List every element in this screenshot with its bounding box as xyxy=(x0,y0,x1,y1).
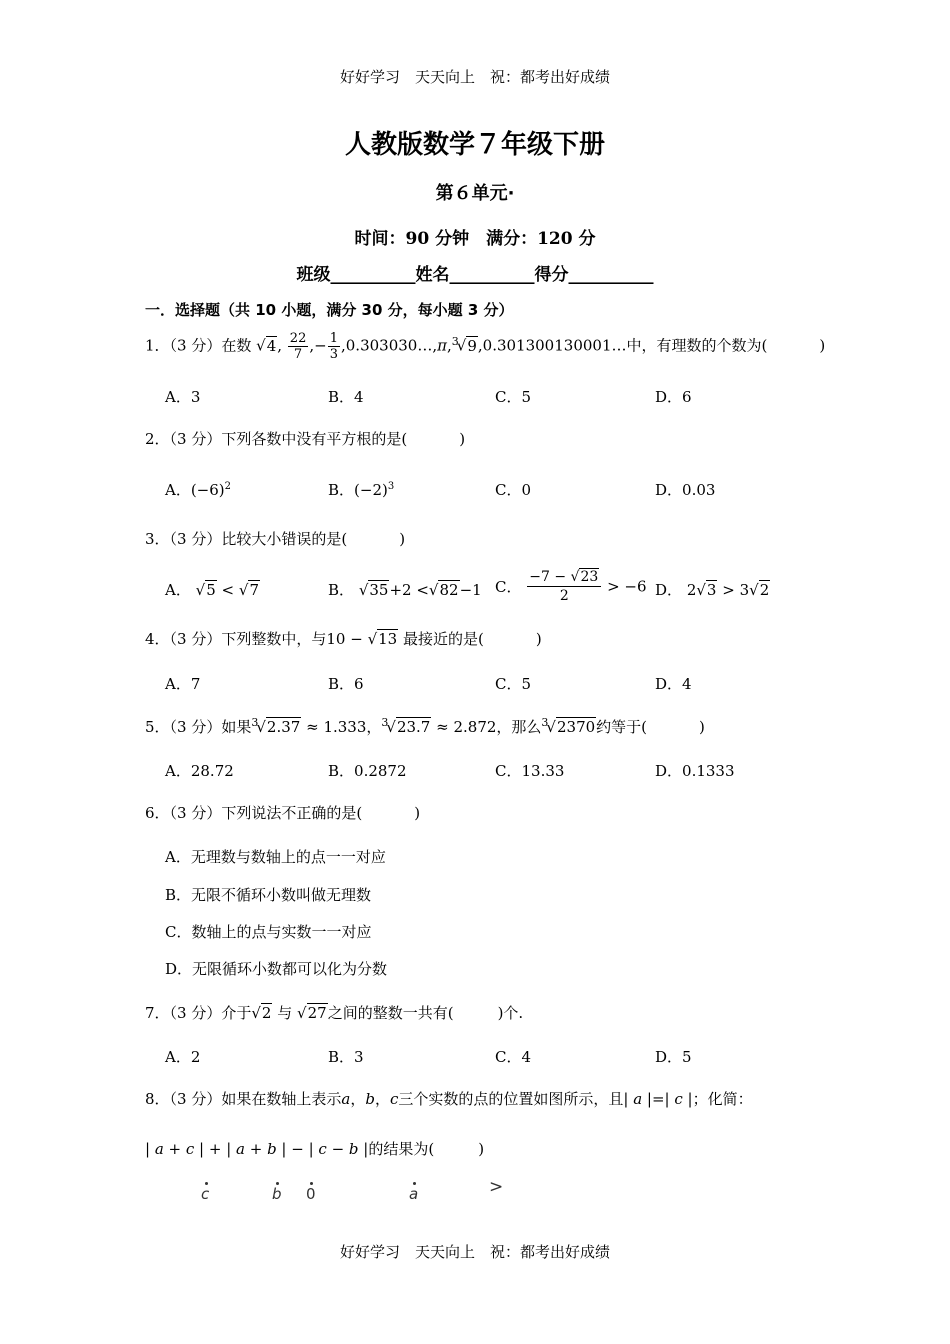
q6-option-a[interactable]: A．无理数与数轴上的点一一对应 xyxy=(165,848,386,866)
q1-radicand-4: 4 xyxy=(266,336,277,355)
q3-close: ) xyxy=(399,530,406,548)
cube-root-icon: √ xyxy=(256,718,266,736)
q7-option-b[interactable]: B．3 xyxy=(328,1048,364,1066)
number-line-arrow-icon: > xyxy=(489,1177,504,1197)
question-8: 8．（3 分）如果在数轴上表示a，b，c三个实数的点的位置如图所示，且| a |=| c |；化简： xyxy=(145,1090,753,1108)
number-line-label-b: b xyxy=(272,1185,282,1203)
q1-prefix: 1．（3 分）在数 xyxy=(145,336,252,355)
sqrt-icon: √ xyxy=(195,581,206,599)
q1-option-d[interactable]: D．6 xyxy=(655,388,692,406)
q4-option-b[interactable]: B．6 xyxy=(328,675,364,693)
q1-radicand-9: 9 xyxy=(467,336,477,355)
q1-pi: π xyxy=(437,336,447,355)
q5-option-b[interactable]: B．0.2872 xyxy=(328,762,407,780)
q1-option-c[interactable]: C．5 xyxy=(495,388,532,406)
q1-option-a[interactable]: A．3 xyxy=(165,388,201,406)
section-heading: 一．选择题（共 10 小题，满分 30 分，每小题 3 分） xyxy=(145,301,514,319)
point-c xyxy=(205,1182,208,1185)
q3-option-a[interactable]: A． √5 < √7 xyxy=(165,581,259,599)
q2-option-d[interactable]: D．0.03 xyxy=(655,481,716,499)
time-info: 时间：90 分钟 满分：120 分 xyxy=(354,229,596,249)
sqrt-icon: √ xyxy=(428,581,439,599)
q7-option-d[interactable]: D．5 xyxy=(655,1048,692,1066)
q7-option-c[interactable]: C．4 xyxy=(495,1048,532,1066)
q4-option-a[interactable]: A．7 xyxy=(165,675,201,693)
q1-fraction-1-3: $\frac{1}{3}$ xyxy=(329,331,338,362)
q6-option-c[interactable]: C．数轴上的点与实数一一对应 xyxy=(165,923,372,941)
q3-text: 3．（3 分）比较大小错误的是( xyxy=(145,530,348,548)
q2-text: 2．（3 分）下列各数中没有平方根的是( xyxy=(145,430,408,448)
q4-option-c[interactable]: C．5 xyxy=(495,675,532,693)
number-line-figure xyxy=(195,1175,515,1211)
question-6: 6．（3 分）下列说法不正确的是( ) xyxy=(145,804,421,822)
question-4: 4．（3 分）下列整数中，与10 − √13 最接近的是( ) xyxy=(145,630,542,648)
q1-neg-sign: − xyxy=(314,336,327,355)
question-5: 5．（3 分）如果$^3$√2.37 ≈ 1.333，$^3$√23.7 ≈ 2.872，那么$^3$√2370约等于( ) xyxy=(145,716,705,736)
q5-option-a[interactable]: A．28.72 xyxy=(165,762,234,780)
page-header: 好好学习 天天向上 祝：都考出好成绩 xyxy=(339,68,610,86)
q2-close: ) xyxy=(459,430,466,448)
sqrt-icon: √ xyxy=(238,581,249,599)
question-3 xyxy=(145,528,405,549)
question-7: 7．（3 分）介于√2 与 √27之间的整数一共有( )个. xyxy=(145,1004,524,1022)
q5-option-c[interactable]: C．13.33 xyxy=(495,762,565,780)
question-8-expression: | a + c | + | a + b | − | c − b |的结果为( ) xyxy=(145,1140,485,1158)
q2-option-b[interactable]: B．$(-2)^3$ xyxy=(328,481,395,499)
q2-option-c[interactable]: C．0 xyxy=(495,481,532,499)
q1-option-b[interactable]: B．4 xyxy=(328,388,364,406)
sqrt-icon: √ xyxy=(696,581,706,599)
cube-root-icon: √ xyxy=(456,336,467,355)
q4-option-d[interactable]: D．4 xyxy=(655,675,692,693)
cube-root-icon: √ xyxy=(546,718,556,736)
q1-root-index: 3 xyxy=(451,334,459,348)
q1-tail: 0.301300130001… xyxy=(482,336,627,355)
page-title: 人教版数学７年级下册 xyxy=(344,130,605,160)
point-zero xyxy=(310,1182,313,1185)
sqrt-icon: √ xyxy=(297,1004,307,1022)
number-line-label-a: a xyxy=(409,1185,419,1203)
q6-option-b[interactable]: B．无限不循环小数叫做无理数 xyxy=(165,886,372,904)
question-1: 1．（3 分）在数 √4, $\frac{22}{7}$ ,− $\frac{1}{3}$ ,0.303030…,π,$^3$√9,0.301300130001…中，有理数的个数为( ) xyxy=(145,331,826,362)
q7-option-a[interactable]: A．2 xyxy=(165,1048,201,1066)
number-line-label-zero: 0 xyxy=(306,1185,316,1203)
q1-suffix: 中，有理数的个数为( xyxy=(626,336,768,355)
q1-repeating: 0.303030… xyxy=(345,336,433,355)
unit-title: 第６单元· xyxy=(435,183,515,204)
sqrt-icon: √ xyxy=(358,581,369,599)
q3-option-b[interactable]: B． √35+2 <√82−1 xyxy=(328,581,482,599)
class-name-score-line: 班级__________姓名__________得分__________ xyxy=(296,265,654,285)
sqrt-icon: √ xyxy=(256,336,266,355)
q3-option-c[interactable]: C． $\frac{-7 - √23}{2}$ > −6 xyxy=(495,569,647,604)
cube-root-icon: √ xyxy=(386,718,396,736)
point-b xyxy=(276,1182,279,1185)
point-a xyxy=(413,1182,416,1185)
sqrt-icon: √ xyxy=(570,569,580,585)
q2-option-a[interactable]: A．$(-6)^2$ xyxy=(165,481,232,499)
q5-option-d[interactable]: D．0.1333 xyxy=(655,762,735,780)
sqrt-icon: √ xyxy=(367,630,378,648)
sqrt-icon: √ xyxy=(749,581,759,599)
q3-option-d[interactable]: D． 2√3 > 3√2 xyxy=(655,581,770,599)
sqrt-icon: √ xyxy=(251,1004,261,1022)
q1-close: ) xyxy=(819,336,826,355)
page-footer: 好好学习 天天向上 祝：都考出好成绩 xyxy=(339,1243,610,1261)
question-2 xyxy=(145,428,465,449)
number-line-label-c: c xyxy=(201,1185,210,1203)
q6-option-d[interactable]: D．无限循环小数都可以化为分数 xyxy=(165,960,388,978)
q1-fraction-22-7: $\frac{22}{7}$ xyxy=(289,331,307,362)
